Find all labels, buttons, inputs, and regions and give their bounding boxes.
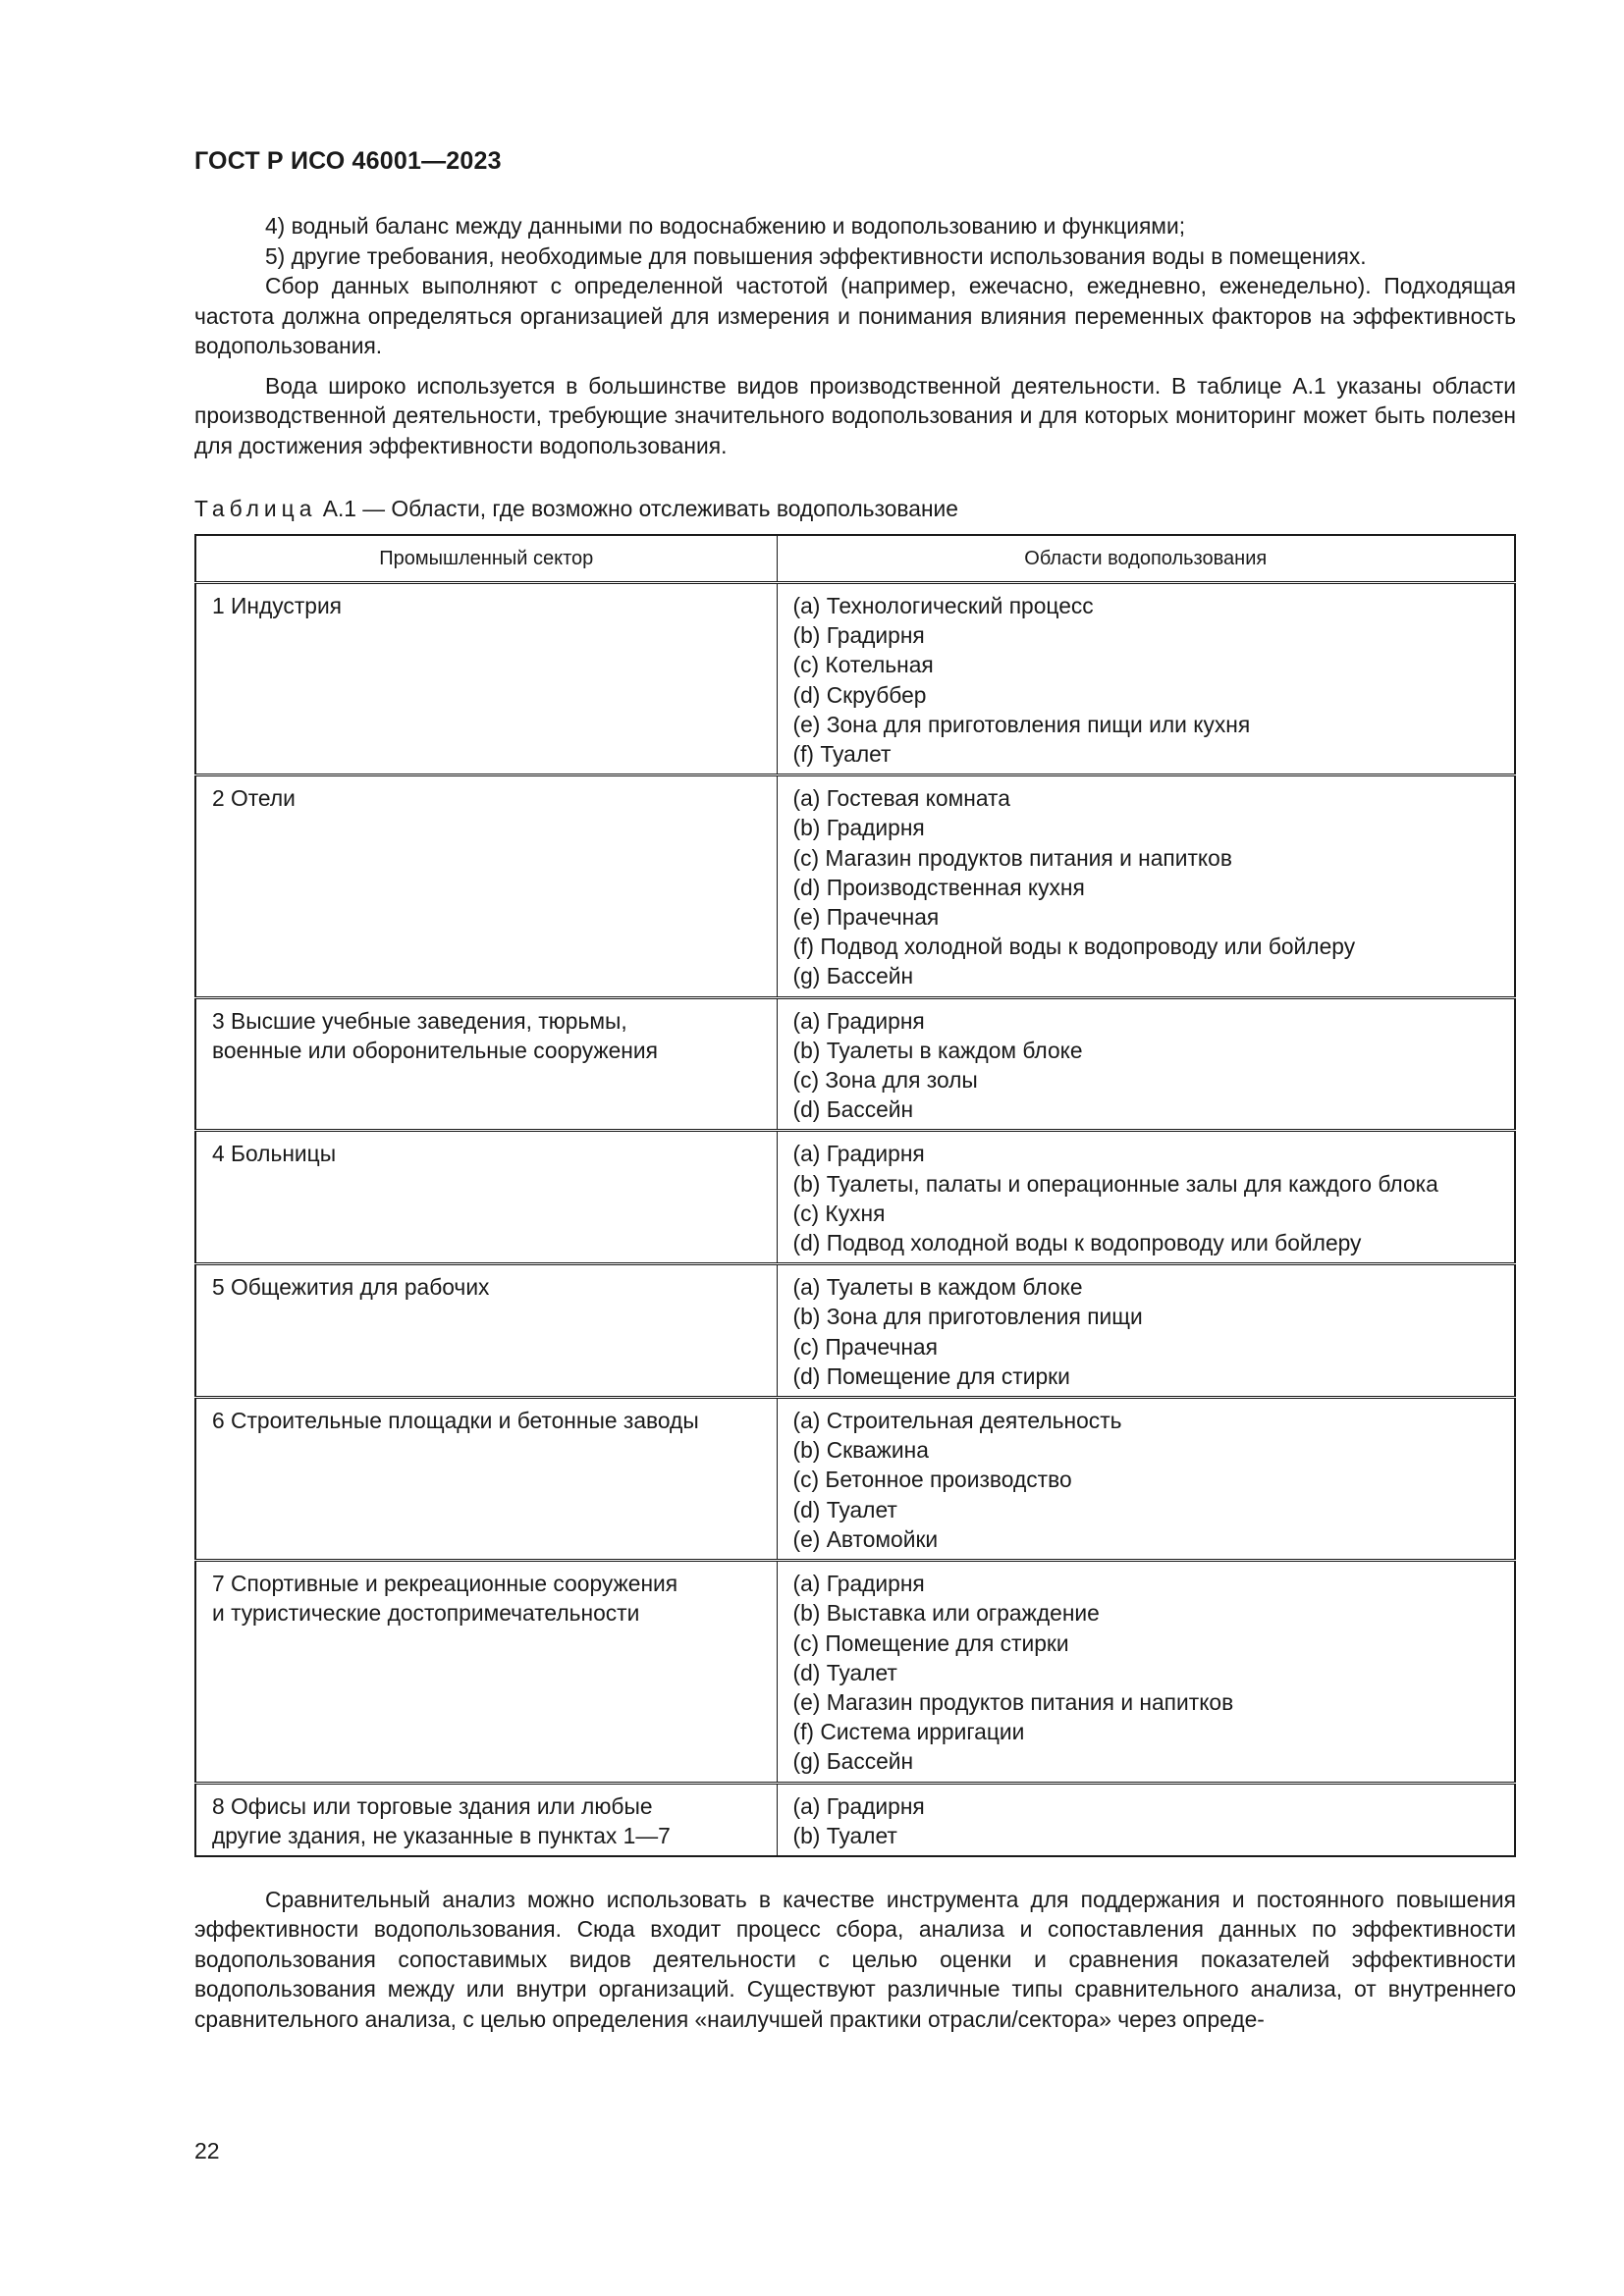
area-item: (c) Котельная [792,652,934,678]
area-item: (c) Помещение для стирки [792,1629,1069,1656]
sector-line: 2 Отели [212,785,296,812]
sector-cell [195,997,777,1131]
area-item: (e) Прачечная [792,904,940,931]
sector-cell [195,1398,777,1561]
area-item: (d) Подвод холодной воды к водопроводу или бойлеру [792,1230,1362,1256]
table-row [195,1131,1515,1264]
sector-cell [195,1131,777,1264]
areas-cell [777,1783,1515,1856]
intro-paragraph: Вода широко используется в большинстве видов производственной деятельности. В таблице А.1 указаны области производственной деятельности, требующие значительного водопользования и для которых мониторинг может быть полезен для достижения эффективности водопользования. [194,372,1516,458]
area-item: (f) Подвод холодной воды к водопроводу или бойлеру [792,934,1356,960]
area-item: (a) Туалеты в каждом блоке [792,1274,1083,1301]
area-item: (a) Гостевая комната [792,785,1010,812]
area-item: (f) Система ирригации [792,1719,1025,1745]
area-item: (d) Бассейн [792,1096,914,1123]
area-item: (b) Туалеты, палаты и операционные залы для каждого блока [792,1170,1438,1197]
area-item: (e) Зона для приготовления пищи или кухня [792,711,1251,737]
area-item: (a) Строительная деятельность [792,1408,1122,1434]
areas-cell [777,775,1515,997]
document-title: ГОСТ Р ИСО 46001—2023 [194,147,502,175]
table-row [195,1561,1515,1783]
table-caption-text: А.1 — Области, где возможно отслеживать водопользование [322,496,958,521]
area-item: (b) Градирня [792,815,925,841]
area-item: (f) Туалет [792,741,892,768]
table-row [195,775,1515,997]
document-page [194,147,1516,2034]
table-row [195,1398,1515,1561]
area-item: (b) Туалет [792,1822,897,1848]
area-item: (a) Градирня [792,1571,925,1597]
column-header-sector: Промышленный сектор [195,535,777,583]
table-body [195,583,1515,1856]
areas-cell [777,1131,1515,1264]
sector-cell [195,1264,777,1398]
areas-cell [777,583,1515,775]
sector-line: 7 Спортивные и рекреационные сооружения [212,1571,678,1597]
area-item: (a) Градирня [792,1141,925,1167]
table-row [195,1783,1515,1856]
sector-line: 8 Офисы или торговые здания или любые [212,1792,653,1819]
area-item: (a) Градирня [792,1007,925,1034]
area-item: (e) Магазин продуктов питания и напитков [792,1688,1234,1715]
water-use-table [194,534,1516,1857]
sector-cell [195,1561,777,1783]
area-item: (b) Выставка или ограждение [792,1600,1100,1627]
area-item: (b) Градирня [792,622,925,649]
sector-cell [195,1783,777,1856]
area-item: (a) Градирня [792,1792,925,1819]
sector-line: другие здания, не указанные в пунктах 1—7 [212,1822,671,1848]
table-caption [194,494,1516,523]
area-item: (a) Технологический процесс [792,593,1094,618]
sector-line: 3 Высшие учебные заведения, тюрьмы, [212,1007,627,1034]
areas-cell [777,1264,1515,1398]
page-number: 22 [194,2138,220,2163]
sector-cell [195,583,777,775]
table-header-row [195,535,1515,583]
table-row [195,583,1515,775]
area-item: (e) Автомойки [792,1525,939,1552]
area-item: (d) Производственная кухня [792,874,1085,900]
table-row [195,997,1515,1131]
area-item: (c) Кухня [792,1200,886,1226]
sector-line: 4 Больницы [212,1141,337,1167]
sector-line: военные или оборонительные сооружения [212,1037,658,1063]
areas-cell [777,997,1515,1131]
area-item: (d) Скруббер [792,681,927,708]
closing-paragraph: Сравнительный анализ можно использовать в качестве инструмента для поддержания и постоянного повышения эффективности водопользования. Сюда входит процесс сбора, анализа и сопоставления данных по эффективности водопользования сопоставимых видов деятельности с целью оценки и сравнения показателей эффективности водопользования между или внутри организаций. Существуют различные типы сравнительного анализа, от внутреннего сравнительного анализа, с целью определения «наилучшей практики отрасли/сектора» через опреде- [194,1886,1516,2032]
intro-paragraph: Сбор данных выполняют с определенной частотой (например, ежечасно, ежедневно, еженедельно). Подходящая частота должна определяться организацией для измерения и понимания влияния переменных факторов на эффективность водопользования. [194,273,1516,358]
area-item: (d) Туалет [792,1659,897,1685]
sector-line: 1 Индустрия [212,593,343,618]
area-item: (c) Бетонное производство [792,1467,1072,1493]
area-item: (c) Зона для золы [792,1067,978,1094]
sector-line: и туристические достопримечательности [212,1600,640,1627]
column-header-areas: Области водопользования [777,535,1515,583]
area-item: (c) Прачечная [792,1333,938,1360]
area-item: (b) Скважина [792,1437,929,1464]
areas-cell [777,1398,1515,1561]
sector-line: 5 Общежития для рабочих [212,1274,490,1301]
intro-paragraph: 5) другие требования, необходимые для повышения эффективности использования воды в помещениях. [265,242,1367,269]
area-item: (c) Магазин продуктов питания и напитков [792,844,1232,871]
area-item: (g) Бассейн [792,1748,914,1775]
area-item: (b) Туалеты в каждом блоке [792,1037,1083,1063]
area-item: (b) Зона для приготовления пищи [792,1304,1143,1330]
area-item: (g) Бассейн [792,963,914,989]
areas-cell [777,1561,1515,1783]
area-item: (d) Туалет [792,1496,897,1522]
sector-line: 6 Строительные площадки и бетонные заводы [212,1408,699,1434]
table-row [195,1264,1515,1398]
intro-paragraph: 4) водный баланс между данными по водоснабжению и водопользованию и функциями; [265,213,1186,239]
area-item: (d) Помещение для стирки [792,1362,1070,1389]
table-caption-label: Таблица [194,496,317,521]
sector-cell [195,775,777,997]
